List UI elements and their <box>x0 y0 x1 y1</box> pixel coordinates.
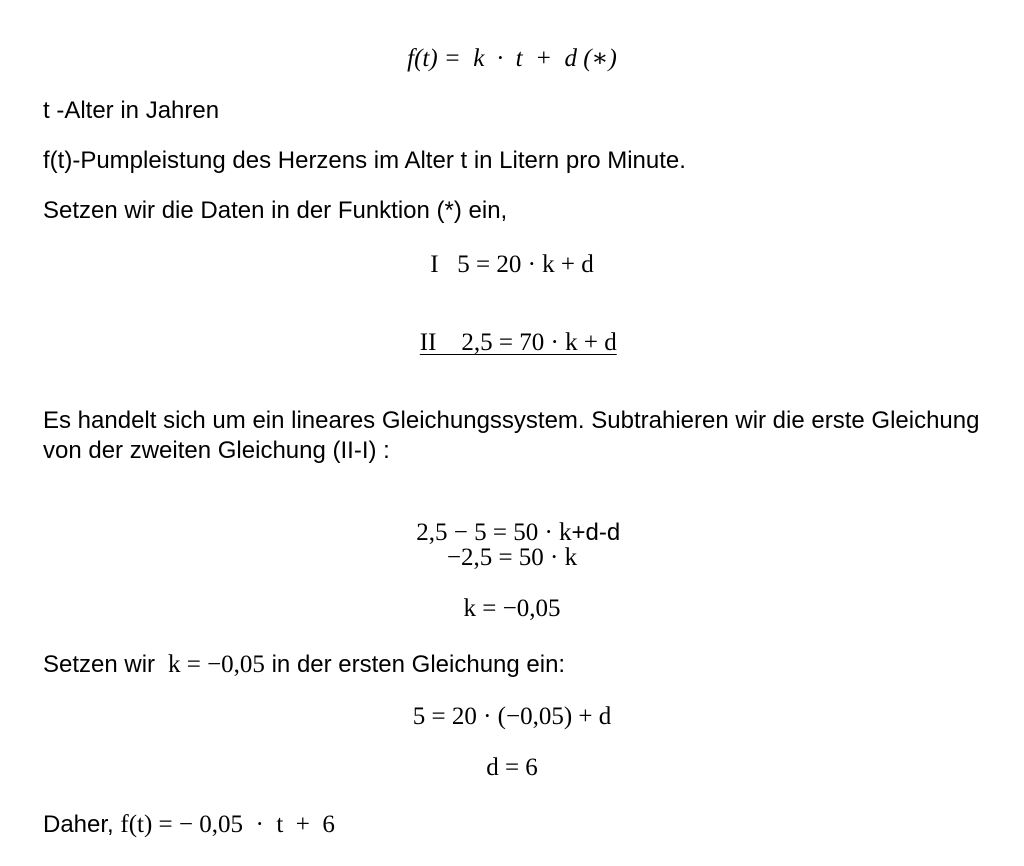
definition-ft: f(t)-Pumpleistung des Herzens im Alter t in Litern pro Minute. <box>43 147 686 174</box>
equation-subtraction-text: +d-d <box>571 519 621 546</box>
conclusion <box>43 810 335 840</box>
insert-suffix: in der ersten Gleichung ein: <box>264 651 566 678</box>
equation-II-text: II 2,5 = 70 · k + d <box>419 329 617 356</box>
equation-I: I 5 = 20 · k + d <box>430 251 594 278</box>
instruction-setzen: Setzen wir die Daten in der Funktion (*) ein, <box>43 197 508 224</box>
main-equation: f(t) = k · t + d (∗) <box>407 45 617 72</box>
conclusion-math: f(t) = − 0,05 · t + 6 <box>120 811 335 838</box>
definition-t: t -Alter in Jahren <box>43 97 220 124</box>
equation-d-calc: 5 = 20 · (−0,05) + d <box>412 703 612 730</box>
instruction-insert <box>43 650 565 680</box>
conclusion-prefix: Daher, <box>43 811 121 838</box>
equation-d-result: d = 6 <box>486 754 538 781</box>
equation-step2: −2,5 = 50 · k <box>446 544 578 571</box>
paragraph-system: Es handelt sich um ein lineares Gleichungssystem. Subtrahieren wir die erste Gleichung von der zweiten Gleichung (II-I) : <box>43 407 980 464</box>
equation-k-result: k = −0,05 <box>463 595 561 622</box>
equation-subtraction-math: 2,5 − 5 = 50 · k <box>416 519 572 546</box>
insert-math: k = −0,05 <box>161 651 265 678</box>
insert-prefix: Setzen wir <box>43 651 162 678</box>
equation-subtraction <box>0 491 1024 547</box>
equation-II <box>0 301 1024 357</box>
